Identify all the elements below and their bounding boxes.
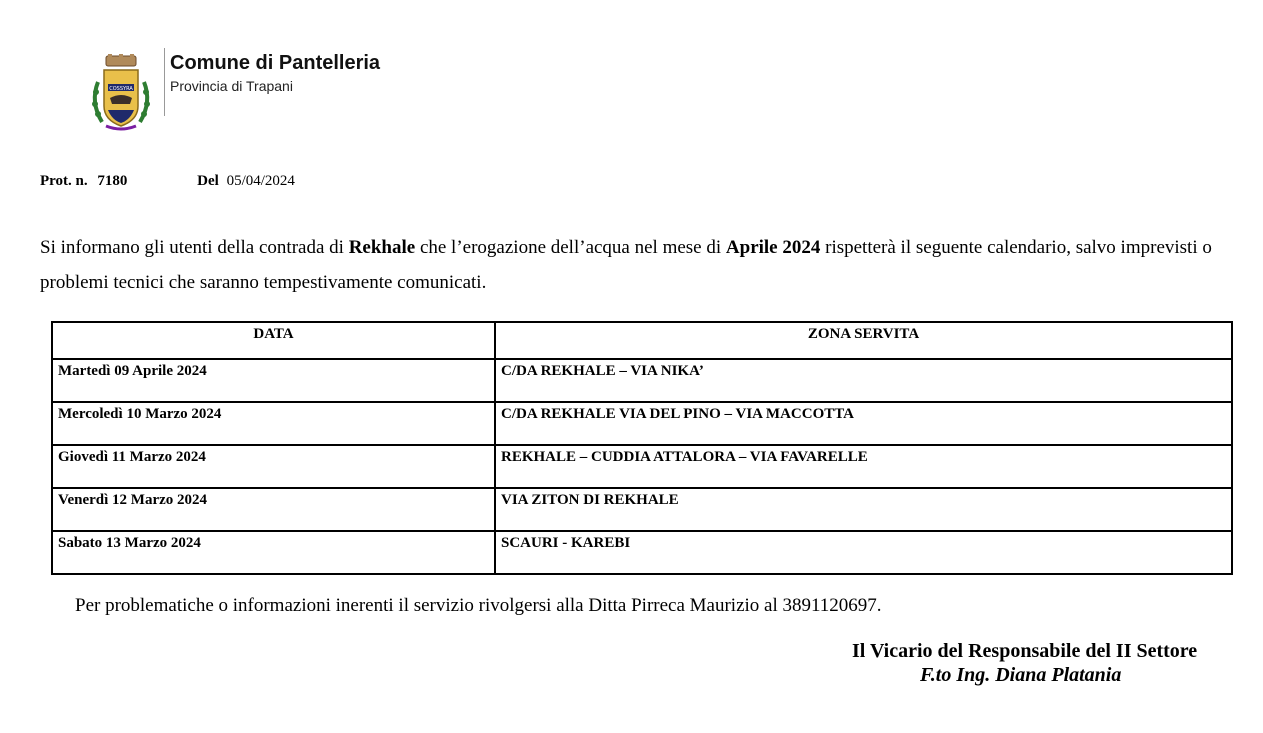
protocol-date: 05/04/2024 (226, 173, 295, 189)
row-date: Mercoledì 10 Marzo 2024 (52, 402, 495, 445)
date-label: Del (197, 173, 219, 189)
row-zone: VIA ZITON DI REKHALE (495, 488, 1232, 531)
row-zone: C/DA REKHALE – VIA NIKA’ (495, 359, 1232, 402)
table-row (52, 359, 1232, 402)
schedule-table (51, 321, 1233, 575)
intro-paragraph (40, 230, 1230, 300)
intro-month: Aprile 2024 (725, 237, 821, 258)
coat-of-arms-icon (86, 54, 156, 134)
row-zone: C/DA REKHALE VIA DEL PINO – VIA MACCOTTA (495, 402, 1232, 445)
table-header-row (52, 322, 1232, 359)
crest-label: COSSYRA (109, 86, 133, 92)
intro-text-1: Si informano gli utenti della contrada di (40, 237, 349, 258)
row-date: Sabato 13 Marzo 2024 (52, 531, 495, 574)
intro-contrada: Rekhale (348, 237, 416, 258)
row-zone: SCAURI - KAREBI (495, 531, 1232, 574)
protocol-label: Prot. n. (40, 173, 88, 189)
provincia-name: Provincia di Trapani (170, 78, 293, 94)
intro-text-3: rispetterà il seguente calendario, salvo imprevisti o problemi tecnici che saranno tempestivamente comunicati. (40, 237, 1212, 293)
table-row (52, 402, 1232, 445)
row-date: Martedì 09 Aprile 2024 (52, 359, 495, 402)
intro-text-2: che l’erogazione dell’acqua nel mese di (415, 237, 726, 258)
protocol-line (40, 173, 295, 190)
row-zone: REKHALE – CUDDIA ATTALORA – VIA FAVARELLE (495, 445, 1232, 488)
header-divider (164, 48, 165, 116)
header-data: DATA (52, 322, 495, 359)
protocol-number: 7180 (97, 173, 128, 189)
signature-title: Il Vicario del Responsabile del II Settore (852, 640, 1198, 662)
table-row (52, 531, 1232, 574)
signature-name: F.to Ing. Diana Platania (920, 664, 1122, 686)
table-row (52, 488, 1232, 531)
contact-note: Per problematiche o informazioni inerenti il servizio rivolgersi alla Ditta Pirreca Maurizio al 3891120697. (75, 595, 882, 616)
table-row (52, 445, 1232, 488)
comune-name: Comune di Pantelleria (170, 52, 381, 74)
header-zona: ZONA SERVITA (495, 322, 1232, 359)
row-date: Venerdì 12 Marzo 2024 (52, 488, 495, 531)
row-date: Giovedì 11 Marzo 2024 (52, 445, 495, 488)
